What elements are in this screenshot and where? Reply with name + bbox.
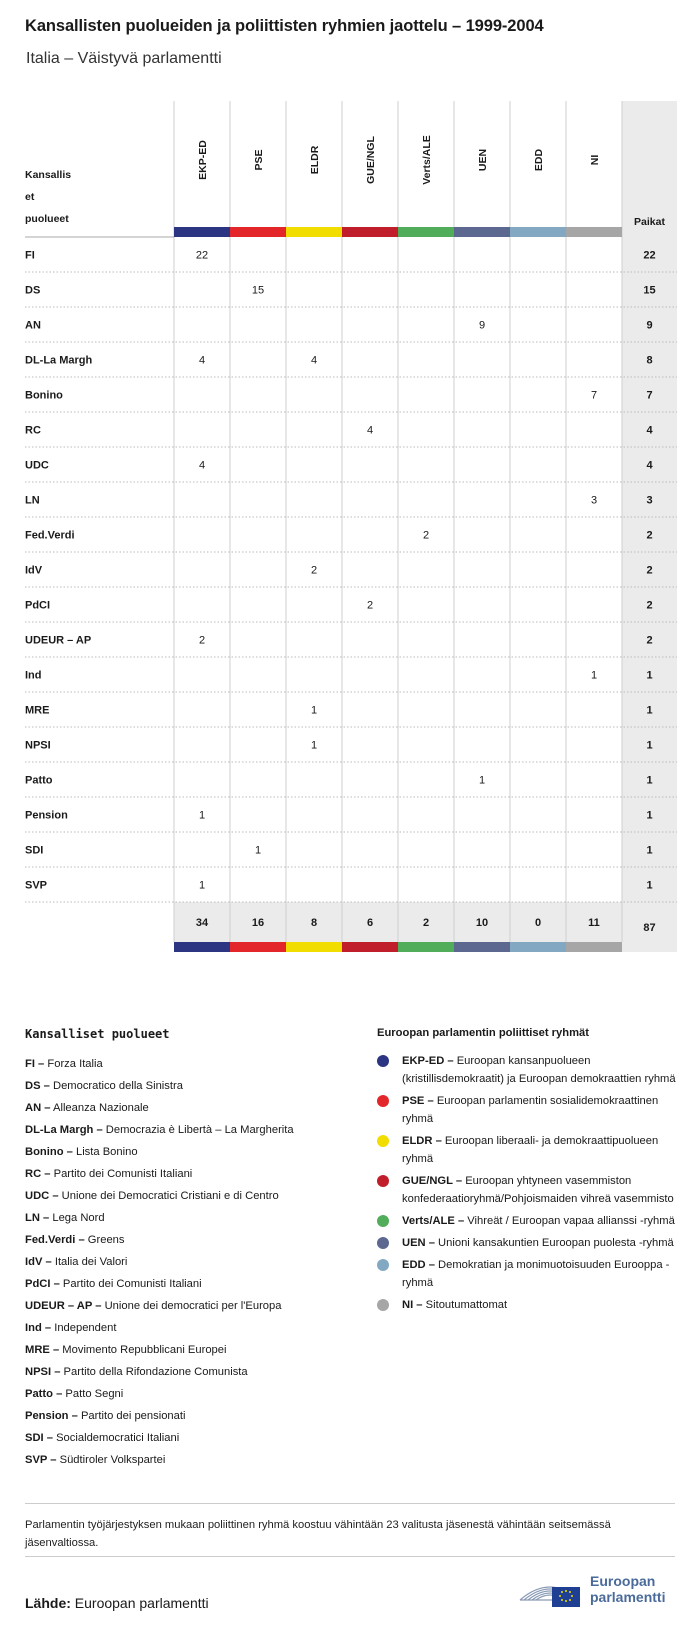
group-abbr: PSE – xyxy=(402,1095,434,1107)
party-abbr: DS – xyxy=(25,1080,50,1092)
group-color-bar-bottom xyxy=(286,942,342,952)
party-label: Bonino xyxy=(25,389,63,402)
divider xyxy=(25,1556,675,1557)
group-legend-heading: Euroopan parlamentin poliittiset ryhmät xyxy=(377,1027,589,1039)
party-name: Democratico della Sinistra xyxy=(49,1080,183,1092)
party-legend-item xyxy=(25,1163,355,1185)
party-name: Partito dei Comunisti Italiani xyxy=(59,1278,202,1290)
group-name: Euroopan parlamentin sosialidemokraattinen ryhmä xyxy=(402,1095,659,1125)
party-label: IdV xyxy=(25,564,43,577)
party-label: SDI xyxy=(25,844,44,857)
group-legend-item xyxy=(377,1212,677,1230)
seat-value: 2 xyxy=(366,599,374,612)
party-legend-item xyxy=(25,1405,355,1427)
party-legend-item xyxy=(25,1229,355,1251)
party-label: DS xyxy=(25,284,41,297)
group-abbr: Verts/ALE – xyxy=(402,1215,465,1227)
group-abbr: UEN – xyxy=(402,1237,435,1249)
seat-value: 1 xyxy=(478,774,486,787)
seat-value: 2 xyxy=(198,634,206,647)
party-legend-item xyxy=(25,1295,355,1317)
party-name: Alleanza Nazionale xyxy=(50,1102,149,1114)
column-total: 10 xyxy=(475,917,489,929)
row-total: 1 xyxy=(646,704,653,717)
row-total: 22 xyxy=(643,249,656,262)
row-total: 15 xyxy=(643,284,656,297)
party-name: Democrazia è Libertà – La Margherita xyxy=(102,1124,294,1136)
party-legend xyxy=(25,1027,355,1471)
party-legend-item xyxy=(25,1427,355,1449)
party-name: Greens xyxy=(84,1234,125,1246)
party-name: Socialdemocratici Italiani xyxy=(52,1432,180,1444)
group-abbr: EKP-ED – xyxy=(402,1055,454,1067)
party-label: Fed.Verdi xyxy=(25,529,75,542)
group-color-bar-bottom xyxy=(342,942,398,952)
group-header: EDD xyxy=(533,148,545,172)
party-name: Lista Bonino xyxy=(72,1146,138,1158)
column-total: 34 xyxy=(195,917,209,929)
group-color-dot xyxy=(377,1215,389,1227)
party-name: Patto Segni xyxy=(62,1388,124,1400)
group-legend xyxy=(377,1027,677,1318)
group-color-bar xyxy=(398,227,454,237)
total-column-bg xyxy=(622,101,677,952)
group-name: Sitoutumattomat xyxy=(422,1299,508,1311)
row-total: 2 xyxy=(646,599,653,612)
party-name: Unione dei democratici per l'Europa xyxy=(101,1300,282,1312)
party-legend-item xyxy=(25,1251,355,1273)
seat-value: 7 xyxy=(590,389,598,402)
group-name: Euroopan kansanpuolueen (kristillisdemokraatit) ja Euroopan demokraattien ryhmä xyxy=(402,1055,676,1085)
total-header: Paikat xyxy=(634,216,665,228)
group-color-bar-bottom xyxy=(566,942,622,952)
row-total: 4 xyxy=(646,424,653,437)
group-legend-item xyxy=(377,1234,677,1252)
party-abbr: PdCI – xyxy=(25,1278,60,1290)
group-color-bar-bottom xyxy=(398,942,454,952)
party-legend-item xyxy=(25,1449,355,1471)
source xyxy=(25,1595,209,1611)
party-legend-item xyxy=(25,1273,355,1295)
party-legend-item xyxy=(25,1185,355,1207)
party-abbr: FI – xyxy=(25,1058,45,1070)
party-legend-item xyxy=(25,1141,355,1163)
row-total: 1 xyxy=(646,739,653,752)
row-total: 2 xyxy=(646,564,653,577)
seat-value: 1 xyxy=(310,739,318,752)
party-abbr: Ind – xyxy=(25,1322,52,1334)
seat-value: 4 xyxy=(198,459,206,472)
logo-line-1: Euroopan xyxy=(590,1573,656,1589)
row-header-label: puolueet xyxy=(25,213,69,225)
group-legend-item xyxy=(377,1256,677,1292)
group-legend-item xyxy=(377,1052,677,1088)
seat-value: 22 xyxy=(195,249,209,262)
party-abbr: IdV – xyxy=(25,1256,52,1268)
party-label: Pension xyxy=(25,809,68,822)
party-name: Partito della Rifondazione Comunista xyxy=(60,1366,248,1378)
party-legend-item xyxy=(25,1339,355,1361)
party-abbr: Bonino – xyxy=(25,1146,73,1158)
group-color-dot xyxy=(377,1299,389,1311)
group-color-bar xyxy=(286,227,342,237)
party-abbr: AN – xyxy=(25,1102,51,1114)
group-color-dot xyxy=(377,1095,389,1107)
group-color-dot xyxy=(377,1055,389,1067)
group-header: GUE/NGL xyxy=(365,136,377,184)
party-legend-item xyxy=(25,1383,355,1405)
row-total: 1 xyxy=(646,809,653,822)
row-total: 1 xyxy=(646,774,653,787)
group-header: PSE xyxy=(253,149,265,171)
party-legend-item xyxy=(25,1053,355,1075)
logo-text xyxy=(590,1573,665,1605)
party-label: MRE xyxy=(25,704,50,717)
group-legend-item xyxy=(377,1132,677,1168)
party-name: Partito dei Comunisti Italiani xyxy=(50,1168,193,1180)
footnote: Parlamentin työjärjestyksen mukaan poliittinen ryhmä koostuu vähintään 23 valitusta jäsenestä vähintään seitsemässä jäsenvaltiossa. xyxy=(25,1519,611,1549)
group-color-dot xyxy=(377,1175,389,1187)
group-name: Vihreät / Euroopan vapaa allianssi -ryhmä xyxy=(464,1215,675,1227)
group-abbr: EDD – xyxy=(402,1259,435,1271)
party-legend-heading: Kansalliset puolueet xyxy=(25,1027,170,1041)
group-abbr: NI – xyxy=(402,1299,423,1311)
seat-value: 2 xyxy=(422,529,430,542)
seat-value: 4 xyxy=(310,354,318,367)
group-color-bar-bottom xyxy=(174,942,230,952)
group-color-bar xyxy=(566,227,622,237)
group-color-dot xyxy=(377,1135,389,1147)
group-header: Verts/ALE xyxy=(421,135,433,185)
source-value: Euroopan parlamentti xyxy=(74,1595,209,1611)
group-header: NI xyxy=(589,154,601,166)
party-abbr: Patto – xyxy=(25,1388,63,1400)
group-color-bar-bottom xyxy=(454,942,510,952)
party-label: UDEUR – AP xyxy=(25,634,92,647)
party-abbr: DL-La Margh – xyxy=(25,1124,103,1136)
party-name: Forza Italia xyxy=(44,1058,103,1070)
party-legend-item xyxy=(25,1207,355,1229)
group-name: Euroopan yhtyneen vasemmiston konfederaatioryhmä/Pohjoismaiden vihreä vasemmisto xyxy=(402,1175,674,1205)
logo-line-2: parlamentti xyxy=(590,1589,666,1605)
group-header: ELDR xyxy=(309,145,321,175)
party-legend-item xyxy=(25,1119,355,1141)
source-label: Lähde: xyxy=(25,1595,71,1611)
party-abbr: Fed.Verdi – xyxy=(25,1234,85,1246)
group-name: Unioni kansakuntien Euroopan puolesta -ryhmä xyxy=(434,1237,674,1249)
party-label: FI xyxy=(25,249,35,262)
party-abbr: UDEUR – AP – xyxy=(25,1300,102,1312)
group-color-bar-bottom xyxy=(510,942,566,952)
party-label: SVP xyxy=(25,879,48,892)
group-legend-item xyxy=(377,1296,677,1314)
seat-value: 15 xyxy=(251,284,265,297)
row-header-label: et xyxy=(25,191,35,203)
row-total: 7 xyxy=(646,389,653,402)
group-header: UEN xyxy=(477,148,489,172)
row-header-label: Kansallis xyxy=(25,169,72,181)
row-total: 1 xyxy=(646,879,653,892)
group-color-bar xyxy=(230,227,286,237)
row-total: 1 xyxy=(646,844,653,857)
party-name: Südtiroler Volkspartei xyxy=(56,1454,166,1466)
group-legend-item xyxy=(377,1092,677,1128)
party-label: Ind xyxy=(25,669,42,682)
party-legend-item xyxy=(25,1317,355,1339)
group-legend-item xyxy=(377,1172,677,1208)
group-color-bar xyxy=(454,227,510,237)
party-abbr: Pension – xyxy=(25,1410,78,1422)
group-color-dot xyxy=(377,1237,389,1249)
party-legend-item xyxy=(25,1075,355,1097)
row-total: 8 xyxy=(646,354,653,367)
column-total: 11 xyxy=(588,917,600,929)
seat-value: 1 xyxy=(254,844,262,857)
row-total: 2 xyxy=(646,529,653,542)
party-label: UDC xyxy=(25,459,49,472)
seat-value: 1 xyxy=(310,704,318,717)
party-name: Lega Nord xyxy=(49,1212,105,1224)
party-name: Italia dei Valori xyxy=(51,1256,128,1268)
row-total: 2 xyxy=(646,634,653,647)
seat-value: 4 xyxy=(198,354,206,367)
party-abbr: SDI – xyxy=(25,1432,53,1444)
party-name: Unione dei Democratici Cristiani e di Centro xyxy=(58,1190,279,1202)
party-label: PdCI xyxy=(25,599,51,612)
group-header: EKP-ED xyxy=(197,140,209,180)
group-abbr: GUE/NGL – xyxy=(402,1175,463,1187)
column-total: 16 xyxy=(251,917,265,929)
group-name: Demokratian ja monimuotoisuuden Eurooppa -ryhmä xyxy=(402,1259,670,1289)
group-color-bar xyxy=(342,227,398,237)
seat-value: 1 xyxy=(198,809,206,822)
seat-value: 9 xyxy=(478,319,486,332)
row-total: 9 xyxy=(646,319,653,332)
group-name: Euroopan liberaali- ja demokraattipuolueen ryhmä xyxy=(402,1135,659,1165)
party-name: Independent xyxy=(51,1322,117,1334)
group-abbr: ELDR – xyxy=(402,1135,442,1147)
party-label: RC xyxy=(25,424,41,437)
party-label: NPSI xyxy=(25,739,51,752)
party-legend-item xyxy=(25,1361,355,1383)
row-total: 4 xyxy=(646,459,653,472)
grand-total: 87 xyxy=(643,922,656,934)
party-name: Movimento Repubblicani Europei xyxy=(59,1344,227,1356)
seat-value: 3 xyxy=(590,494,598,507)
seat-value: 1 xyxy=(590,669,598,682)
divider xyxy=(25,1503,675,1504)
party-label: Patto xyxy=(25,774,53,787)
seat-value: 4 xyxy=(366,424,374,437)
party-abbr: LN – xyxy=(25,1212,50,1224)
party-abbr: MRE – xyxy=(25,1344,60,1356)
column-total: 8 xyxy=(310,917,318,929)
row-total: 3 xyxy=(646,494,653,507)
party-abbr: NPSI – xyxy=(25,1366,61,1378)
page-subtitle: Italia – Väistyvä parlamentti xyxy=(26,50,222,67)
party-name: Partito dei pensionati xyxy=(77,1410,186,1422)
party-label: AN xyxy=(25,319,41,332)
row-total: 1 xyxy=(646,669,653,682)
party-label: LN xyxy=(25,494,40,507)
seat-value: 1 xyxy=(198,879,206,892)
party-legend-item xyxy=(25,1097,355,1119)
page-title: Kansallisten puolueiden ja poliittisten ryhmien jaottelu – 1999-2004 xyxy=(25,17,544,35)
group-color-bar-bottom xyxy=(230,942,286,952)
group-color-bar xyxy=(174,227,230,237)
party-abbr: SVP – xyxy=(25,1454,57,1466)
group-color-bar xyxy=(510,227,566,237)
column-total: 2 xyxy=(422,917,430,929)
party-abbr: RC – xyxy=(25,1168,51,1180)
seat-value: 2 xyxy=(310,564,318,577)
party-label: DL-La Margh xyxy=(25,354,93,367)
party-abbr: UDC – xyxy=(25,1190,59,1202)
column-total: 0 xyxy=(534,917,542,929)
column-total: 6 xyxy=(366,917,374,929)
group-color-dot xyxy=(377,1259,389,1271)
